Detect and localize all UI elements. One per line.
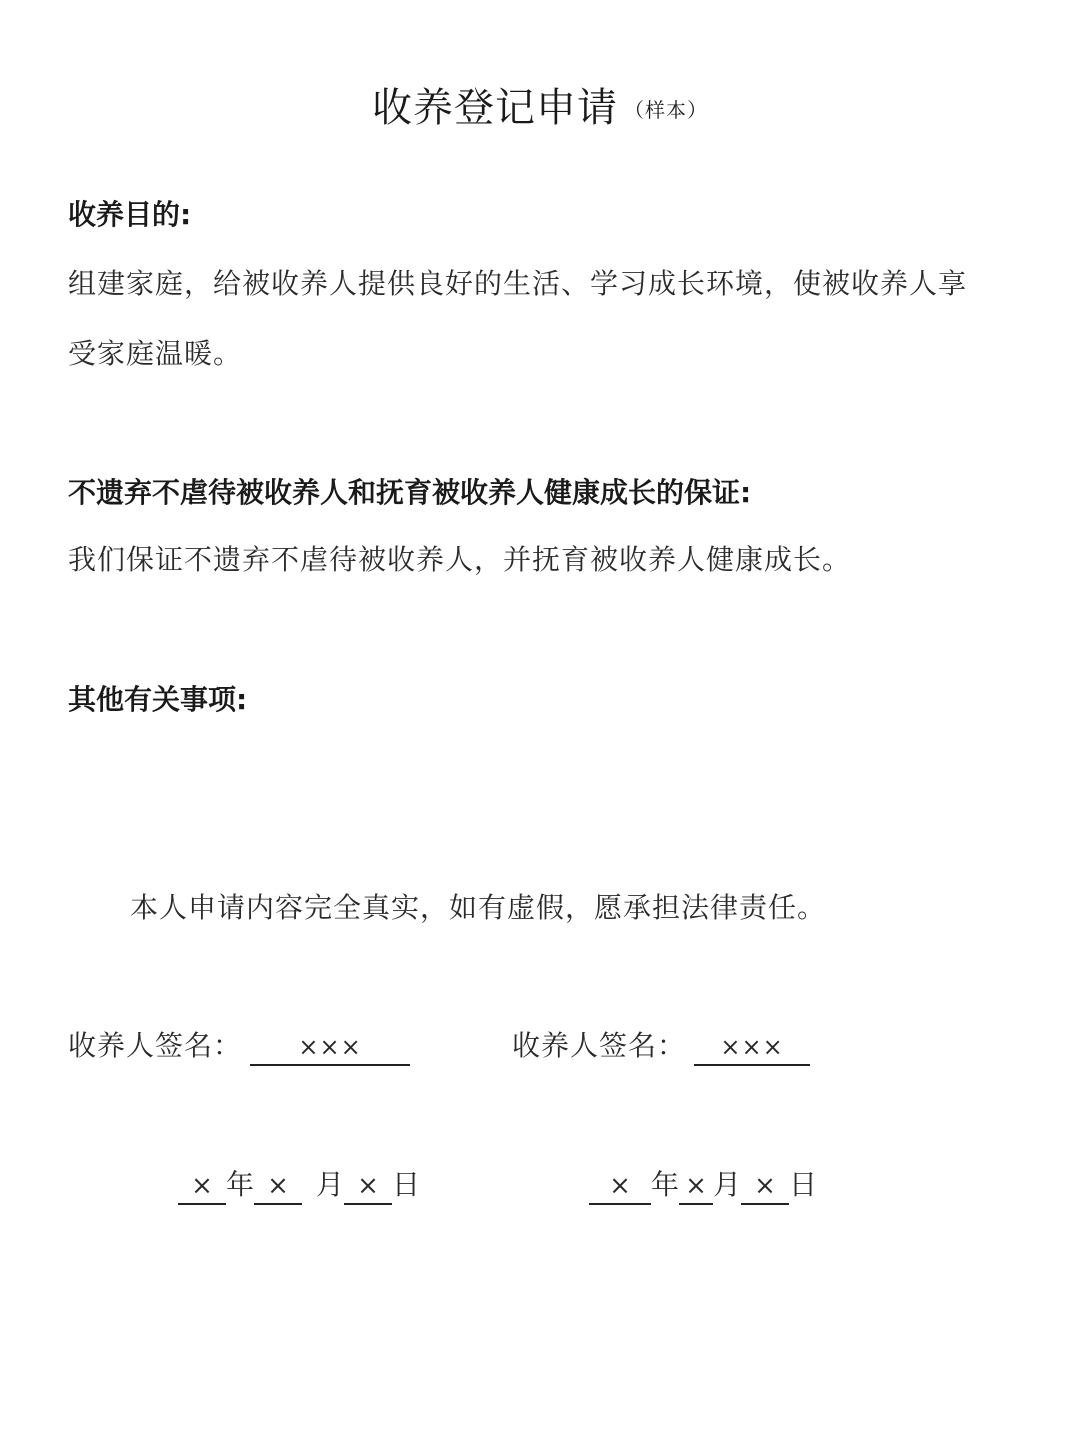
date-right-day-unit: 日 — [789, 1168, 818, 1201]
date-left-year-unit: 年 — [226, 1168, 255, 1201]
purpose-heading: 收养目的: — [68, 198, 192, 231]
page-title — [0, 80, 1080, 138]
signature-right-field[interactable]: ××× — [694, 1030, 810, 1066]
date-right-month-unit: 月 — [713, 1168, 742, 1201]
date-right-day-field[interactable]: × — [741, 1169, 789, 1205]
title-main: 收养登记申请 — [372, 85, 618, 131]
other-matters-heading: 其他有关事项: — [68, 683, 248, 716]
signature-left-label: 收养人签名： — [68, 1029, 243, 1062]
guarantee-text: 我们保证不遗弃不虐待被收养人，并抚育被收养人健康成长。 — [68, 543, 852, 576]
date-left — [178, 1165, 420, 1205]
signature-left — [68, 1026, 410, 1066]
signature-right — [512, 1026, 810, 1066]
guarantee-heading: 不遗弃不虐待被收养人和抚育被收养人健康成长的保证: — [68, 476, 752, 509]
signature-left-field[interactable]: ××× — [250, 1030, 410, 1066]
date-right-month-field[interactable]: × — [679, 1169, 713, 1205]
date-left-day-unit: 日 — [392, 1168, 421, 1201]
date-right-year-field[interactable]: × — [589, 1169, 651, 1205]
date-left-year-field[interactable]: × — [178, 1169, 226, 1205]
title-sample-note: （样本） — [624, 98, 708, 122]
purpose-text-line-2: 受家庭温暖。 — [68, 337, 243, 370]
date-left-month-unit: 月 — [316, 1168, 345, 1201]
purpose-text-line-1: 组建家庭，给被收养人提供良好的生活、学习成长环境，使被收养人享 — [68, 267, 968, 300]
date-right — [589, 1165, 817, 1205]
date-left-month-field[interactable]: × — [254, 1169, 302, 1205]
declaration-statement: 本人申请内容完全真实，如有虚假，愿承担法律责任。 — [130, 891, 827, 924]
date-right-year-unit: 年 — [651, 1168, 680, 1201]
date-left-day-field[interactable]: × — [344, 1169, 392, 1205]
signature-right-label: 收养人签名： — [512, 1029, 687, 1062]
